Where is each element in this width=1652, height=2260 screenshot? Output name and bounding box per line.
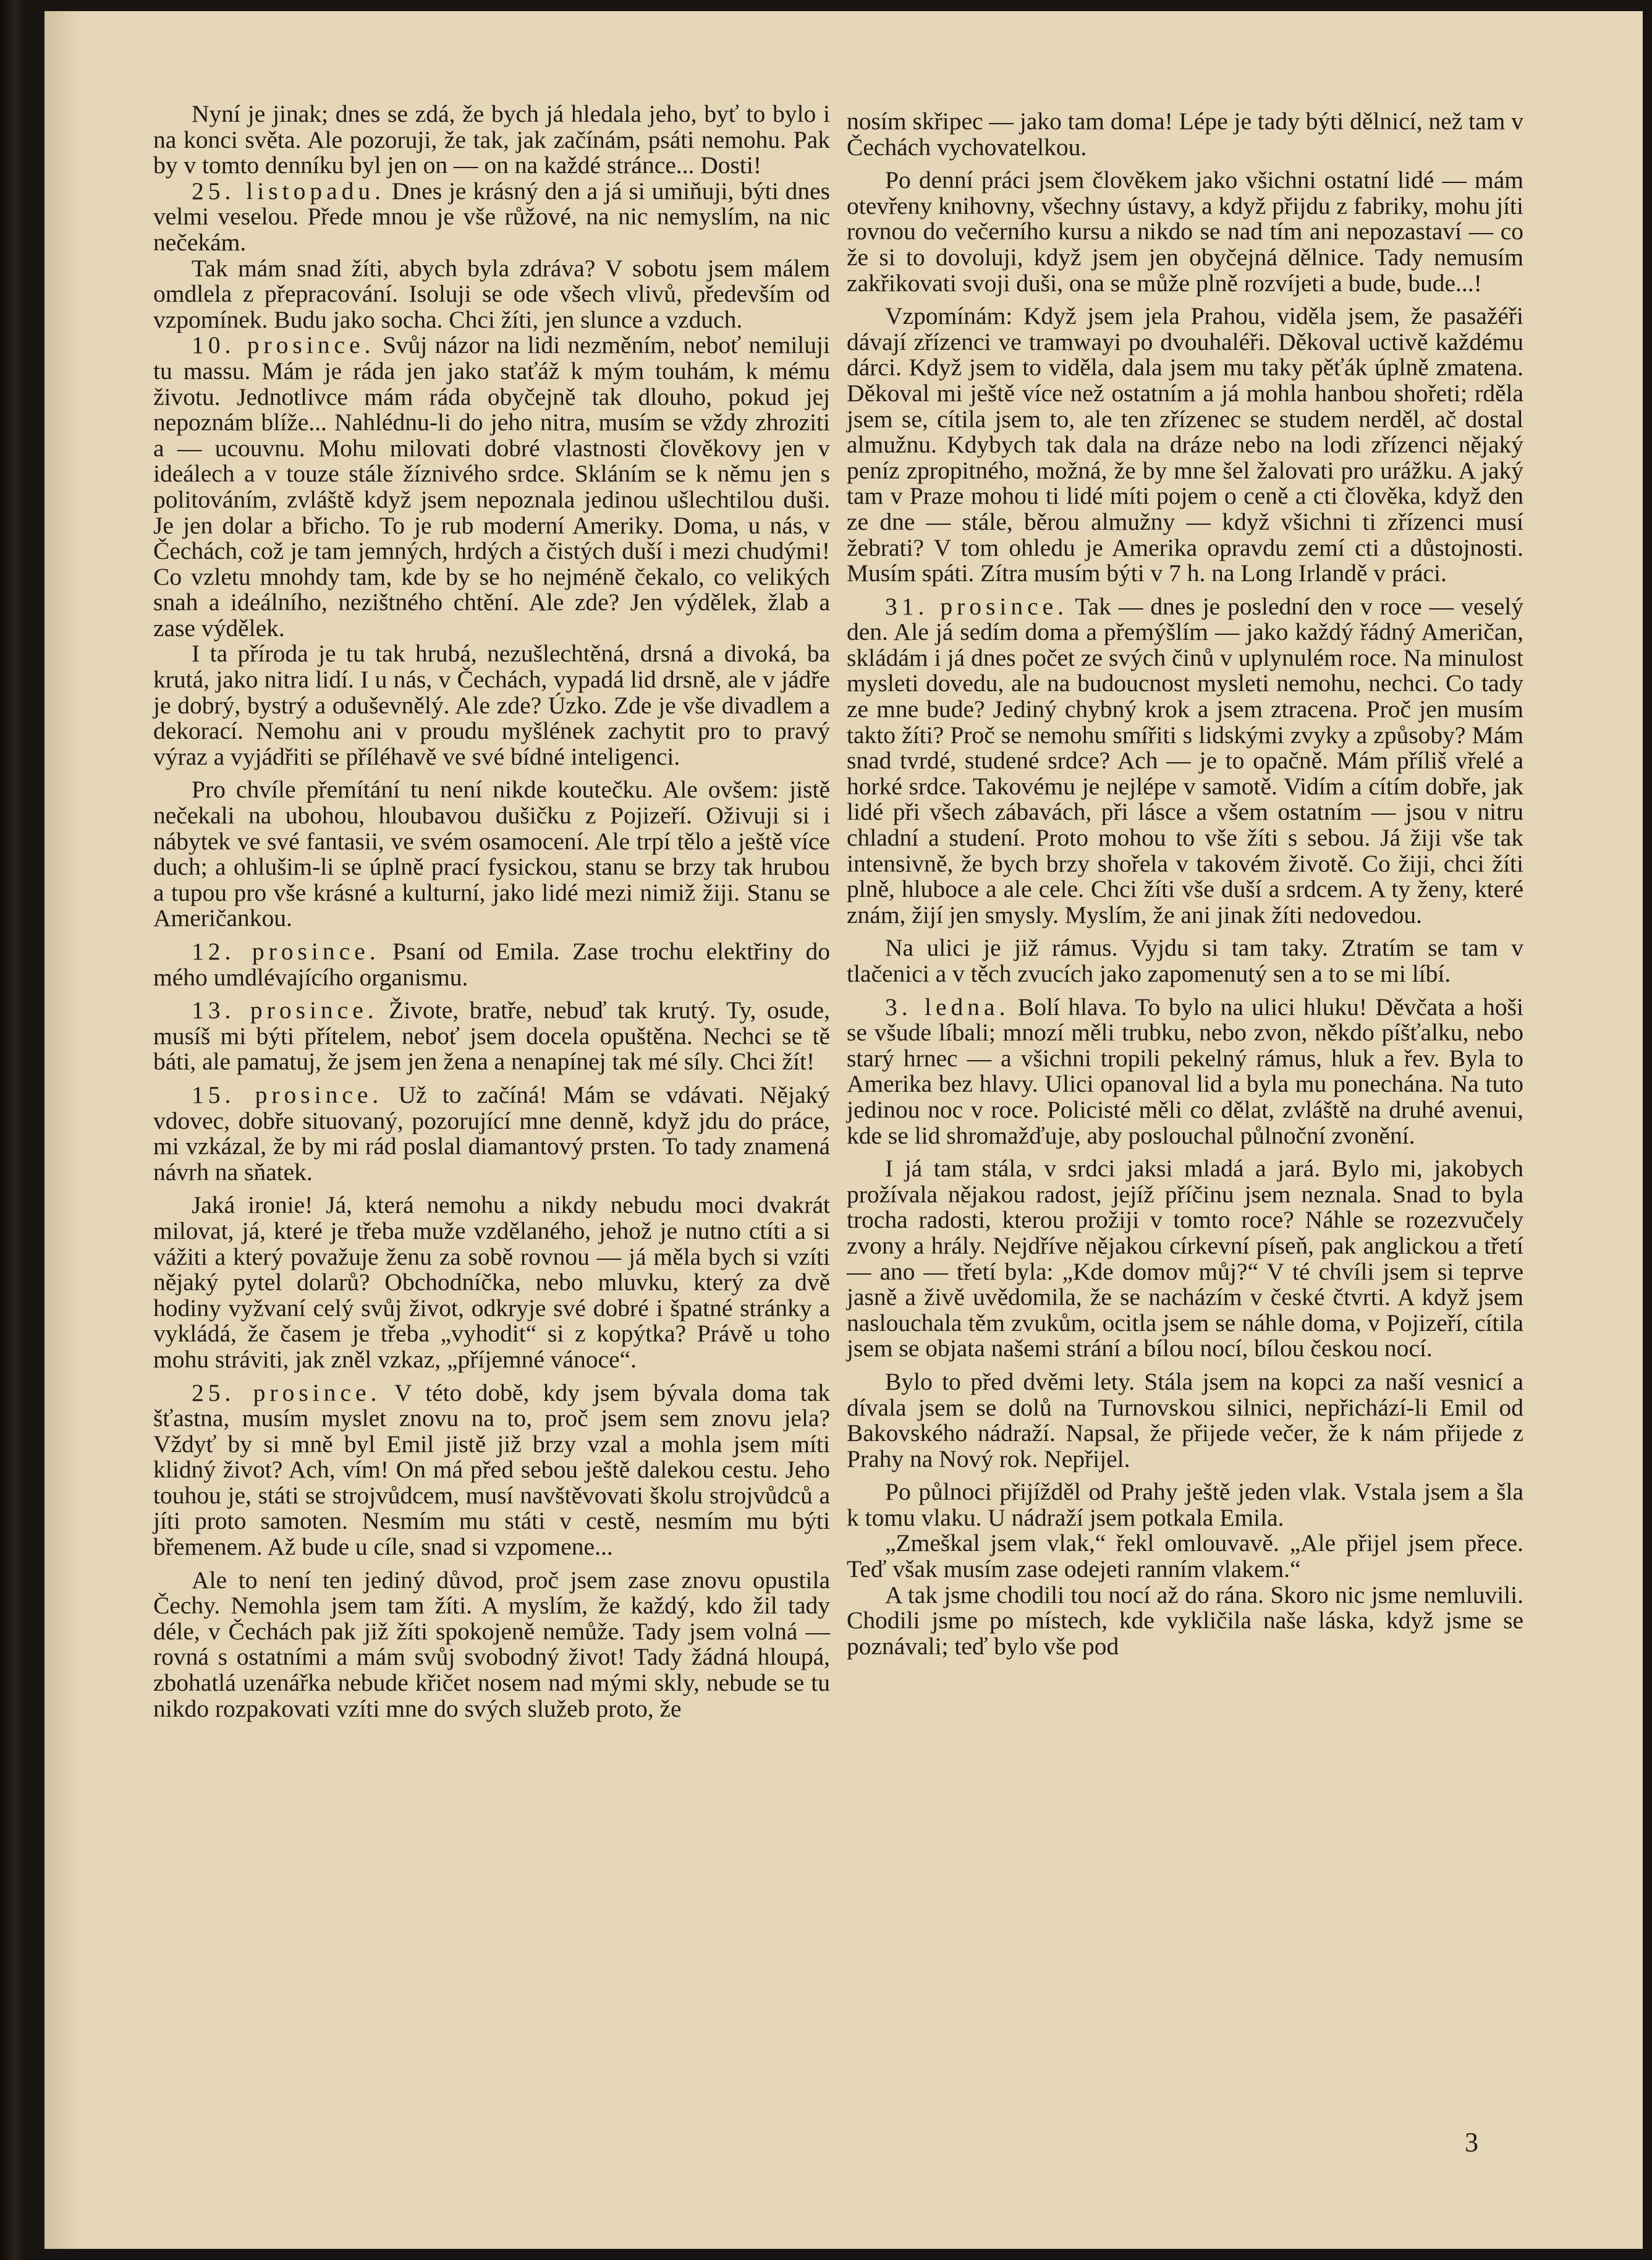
paragraph-text: „Zmeškal jsem vlak,“ řekl omlouvavě. „Ale přijel jsem přece. Teď však musím zase odejeti ranním vlakem.“: [847, 1529, 1523, 1583]
paragraph: [847, 1531, 1523, 1582]
paragraph-text: Psaní od Emila. Zase trochu elektřiny do mého umdlévajícího organismu.: [153, 938, 830, 991]
paragraph: [847, 594, 1523, 928]
entry-date: 10. prosince.: [192, 331, 375, 359]
paragraph: [847, 1156, 1523, 1362]
paragraph-text: Tak — dnes je poslední den v roce — veselý den. Ale já sedím doma a přemýšlím — jako každý řádný Američan, skládám i já dnes počet ze svých činů v uplynulém roce. Na minulost mysleti dovedu, ale na budoucnost mysleti nemohu, nechci. Co tady ze mne bude? Jediný chybný krok a jsem ztracena. Proč jen musím takto žíti? Proč se nemohu smířiti s lidskými zvyky a způsoby? Mám snad tvrdé, studené srdce? Ach — je to opačně. Mám příliš vřelé a horké srdce. Takovému je nejlépe v samotě. Vidím a cítím dobře, jak lidé při všech zábavách, při lásce a všem ostatním — jsou v nitru chladní a studení. Proto mohou to vše žíti s sebou. Já žiji vše tak intensivně, že bych brzy shořela v takovém životě. Co žiji, chci žíti plně, hluboce a ale cele. Chci žíti vše duší a srdcem. A ty ženy, které znám, žijí jen smysly. Myslím, že ani jinak žíti nedovedou.: [847, 592, 1523, 928]
paragraph-text: Bolí hlava. To bylo na ulici hluku! Děvčata a hoši se všude líbali; mnozí měli trubku, nebo zvon, někdo píšťalku, nebo starý hrnec — a všichni tropili pekelný rámus, hluk a řev. Byla to Amerika bez hlavy. Ulici opanoval lid a byla mu ponechána. Na tuto jedinou noc v roce. Policisté měli co dělat, zvláště na druhé avenui, kde se lid shromažďuje, aby poslouchal půlnoční zvonění.: [847, 993, 1523, 1149]
paragraph: [847, 935, 1523, 987]
paragraph-text: A tak jsme chodili tou nocí až do rána. Skoro nic jsme nemluvili. Chodili jsme po místech, kde vykličila naše láska, když jsme se poznávali; teď bylo vše pod: [847, 1581, 1523, 1660]
entry-date: 3. ledna.: [885, 993, 1010, 1021]
paragraph-text: Dnes je krásný den a já si umiňuji, býti dnes velmi veselou. Přede mnou je vše růžové, na nic nemyslím, na nic nečekám.: [153, 177, 830, 256]
entry-date: 15. prosince.: [192, 1081, 383, 1108]
paragraph: [847, 168, 1523, 296]
paragraph: [153, 256, 830, 333]
paragraph-text: Na ulici je již rámus. Vyjdu si tam taky. Ztratím se tam v tlačenici a v těch zvucích jako zapomenutý sen a to se mi líbí.: [847, 934, 1523, 987]
paragraph: [153, 1568, 830, 1722]
page-number: 3: [1465, 2127, 1478, 2157]
book-binding-shadow: [0, 0, 23, 2260]
paragraph: [153, 1082, 830, 1185]
paragraph: [153, 641, 830, 770]
paragraph: [153, 939, 830, 990]
paragraph-text: Živote, bratře, nebuď tak krutý. Ty, osude, musíš mi býti přítelem, neboť jsem docela opuštěna. Nechci se tě báti, ale pamatuj, že jsem jen žena a nenapínej tak mé síly. Chci žít!: [153, 996, 830, 1076]
paragraph: [153, 179, 830, 256]
left-text-column: [153, 101, 830, 1722]
paragraph-text: Jaká ironie! Já, která nemohu a nikdy nebudu moci dvakrát milovat, já, které je třeba muže vzdělaného, jehož je nutno ctíti a si vážiti a který považuje ženu za sobě rovnou — já měla bych si vzíti nějaký pytel dolarů? Obchodníčka, nebo mluvku, který za dvě hodiny vyžvaní celý svůj život, odkryje své dobré i špatné stránky a vykládá, že časem je třeba „vyhodit“ si z kopýtka? Právě u toho mohu stráviti, jak zněl vzkaz, „příjemné vánoce“.: [153, 1191, 830, 1373]
paragraph-text: Nyní je jinak; dnes se zdá, že bych já hledala jeho, byť to bylo i na konci světa. Ale pozoruji, že tak, jak začínám, psáti nemohu. Pak by v tomto denníku byl jen on — on na každé stránce... Dosti!: [153, 100, 830, 179]
paragraph: [153, 101, 830, 179]
paragraph-text: V této době, kdy jsem bývala doma tak šťastna, musím myslet znovu na to, proč jsem sem znovu jela? Vždyť by si mně byl Emil jistě již brzy vzal a mohla jsem míti klidný život? Ach, vím! On má před sebou ještě dalekou cestu. Jeho touhou je, státi se strojvůdcem, musí navštěvovati školu strojvůdců a jíti proto samoten. Nesmím mu státi v cestě, nesmím mu býti břemenem. Až bude u cíle, snad si vzpomene...: [153, 1379, 830, 1561]
paragraph-text: Tak mám snad žíti, abych byla zdráva? V sobotu jsem málem omdlela z přepracování. Isoluji se ode všech vlivů, především od vzpomínek. Budu jako socha. Chci žíti, jen slunce a vzduch.: [153, 254, 830, 333]
paragraph: [153, 333, 830, 641]
paragraph: [153, 998, 830, 1075]
paragraph-text: Ale to není ten jediný důvod, proč jsem zase znovu opustila Čechy. Nemohla jsem tam žíti. A myslím, že každý, kdo žil tady déle, v Čechách pak již žíti spokojeně nemůže. Tady jsem volná — rovná s ostatními a mám svůj svobodný život! Tady žádná hloupá, zbohatlá uzenářka nebude křičet nosem nad mými skly, nebude se tu nikdo rozpakovati vzíti mne do svých služeb proto, že: [153, 1566, 830, 1722]
paragraph-text: Po půlnoci přijížděl od Prahy ještě jeden vlak. Vstala jsem a šla k tomu vlaku. U nádraží jsem potkala Emila.: [847, 1478, 1523, 1531]
entry-date: 31. prosince.: [885, 592, 1069, 620]
paragraph-text: I já tam stála, v srdci jaksi mladá a jará. Bylo mi, jakobych prožívala nějakou radost, jejíž příčinu jsem neznala. Snad to byla trocha radosti, kterou prožiji v tomto roce? Náhle se rozezvučely zvony a hrály. Nejdříve nějakou církevní píseň, pak anglickou a třetí — ano — třetí byla: „Kde domov můj?“ V té chvíli jsem si teprve jasně a živě uvědomila, že se nacházím v české čtvrti. A když jsem naslouchala těm zvukům, ocitla jsem se náhle doma, v Pojizeří, cítila jsem se objata našemi strání a bílou nocí, bílou českou nocí.: [847, 1155, 1523, 1362]
paragraph: [847, 304, 1523, 587]
paragraph-text: Po denní práci jsem člověkem jako všichni ostatní lidé — mám otevřeny knihovny, všechny ústavy, a když přijdu z fabriky, mohu jíti rovnou do večerního kursu a nikdo se nad tím ani nepozastaví — co že si to dovoluji, když jsem jen obyčejná dělnice. Tady nemusím zakřikovati svoji duši, ona se může plně rozvíjeti a bude, bude...!: [847, 166, 1523, 297]
paragraph: [847, 995, 1523, 1149]
paragraph: [153, 1380, 830, 1560]
paragraph: [847, 1582, 1523, 1660]
entry-date: 25. listopadu.: [192, 177, 385, 205]
paragraph-text: nosím skřipec — jako tam doma! Lépe je tady býti dělnicí, než tam v Čechách vychovatelkou.: [847, 108, 1523, 161]
entry-date: 12. prosince.: [192, 938, 380, 965]
paragraph-text: I ta příroda je tu tak hrubá, nezušlechtěná, drsná a divoká, ba krutá, jako nitra lidí. I u nás, v Čechách, vypadá lid drsně, ale v jádře je dobrý, bystrý a oduševnělý. Ale zde? Úzko. Zde je vše divadlem a dekorací. Nemohu ani v proudu myšlének zachytit pro to pravý výraz a vyjádřiti se příléhavě ve své bídné inteligenci.: [153, 640, 830, 770]
paragraph: [153, 1192, 830, 1372]
paragraph-text: Pro chvíle přemítání tu není nikde koutečku. Ale ovšem: jistě nečekali na ubohou, hloubavou dušičku z Pojizeří. Oživuji si i nábytek ve své fantasii, ve svém osamocení. Ale trpí tělo a ještě více duch; a ohlušim-li se úplně prací fysickou, stanu se brzy tak hrubou a tupou pro vše krásné a kulturní, jako lidé mezi nimiž žiji. Stanu se Američankou.: [153, 776, 830, 932]
paragraph-text: Vzpomínám: Když jsem jela Prahou, viděla jsem, že pasažéři dávají zřízenci ve tramwayi po dvouhaléři. Děkoval uctivě každému dárci. Když jsem to viděla, dala jsem mu taky pěťák úplně zmatena. Děkoval mi ještě více než ostatním a já mohla hanbou shořeti; rděla jsem se, cítila jsem to, ale ten zřízenec se studem nerděl, ač dostal almužnu. Kdybych tak dala na dráze nebo na lodi zřízenci nějaký peníz zpropitného, možná, že by mne šel žalovati pro urážku. A jaký tam v Praze mohou ti lidé míti pojem o ceně a cti člověka, když den ze dne — stále, běrou almužny — když všichni ti zřízenci musí žebrati? V tom ohledu je Amerika opravdu zemí cti a důstojnosti. Musím spáti. Zítra musím býti v 7 h. na Long Irlandě v práci.: [847, 302, 1523, 587]
paragraph-text: Bylo to před dvěmi lety. Stála jsem na kopci za naší vesnicí a dívala jsem se dolů na Turnovskou silnici, nepřichází-li Emil od Bakovského nádraží. Napsal, že přijede večer, že k nám přijede z Prahy na Nový rok. Nepřijel.: [847, 1367, 1523, 1472]
paragraph: [153, 777, 830, 932]
paragraph-text: Svůj názor na lidi nezměním, neboť nemiluji tu massu. Mám je ráda jen jako staťáž k mým touhám, k mému životu. Jednotlivce mám ráda obyčejně tak dlouho, pokud jej nepoznám blíže... Nahlédnu-li do jeho nitra, musím se vždy zhroziti a — ucouvnu. Mohu milovati dobré vlastnosti člověkovy jen v ideálech a v touze stále žíznivého srdce. Skláním se k němu jen s politováním, zvláště když jsem nepoznala jedinou ušlechtilou duši. Je jen dolar a břicho. To je rub moderní Ameriky. Doma, u nás, v Čechách, což je tam jemných, hrdých a čistých duší i mezi chudými! Co vzletu mnohdy tam, kde by se ho nejméně čekalo, co velikých snah a ideálního, nezištného chtění. Ale zde? Jen výdělek, žlab a zase výdělek.: [153, 331, 830, 642]
right-text-column: [847, 109, 1523, 1659]
paragraph: [847, 109, 1523, 160]
paragraph: [847, 1479, 1523, 1531]
paragraph: [847, 1369, 1523, 1472]
paragraph-text: Už to začíná! Mám se vdávati. Nějaký vdovec, dobře situovaný, pozorující mne denně, když jdu do práce, mi vzkázal, že by mi rád poslal diamantový prsten. To tady znamená návrh na sňatek.: [153, 1081, 830, 1186]
entry-date: 13. prosince.: [192, 996, 378, 1024]
entry-date: 25. prosince.: [192, 1379, 381, 1406]
